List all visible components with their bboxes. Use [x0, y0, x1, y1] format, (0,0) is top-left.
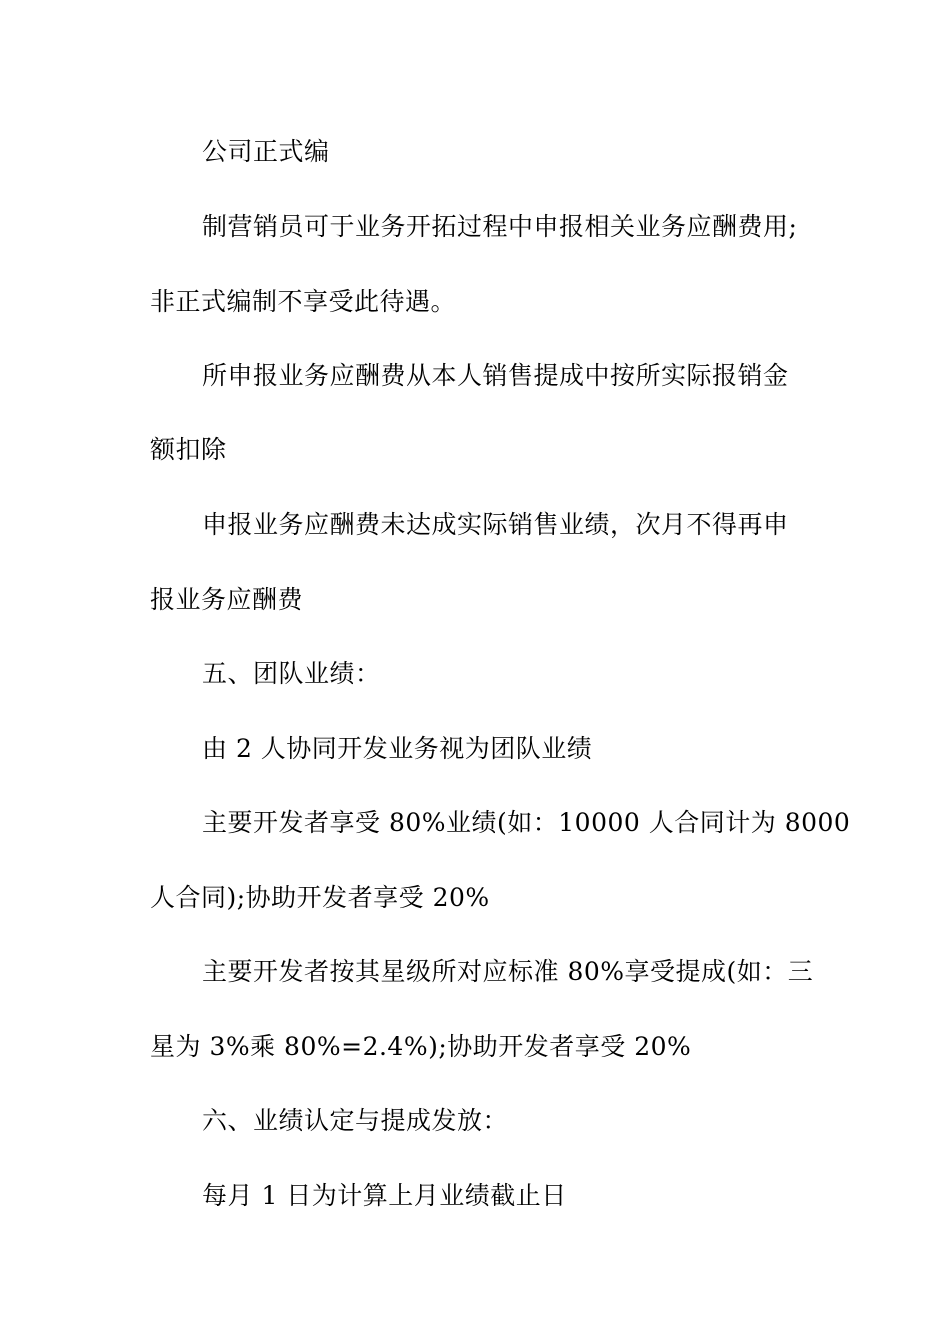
paragraph-line: 星为 3%乘 80%=2.4%);协助开发者享受 20%	[150, 1032, 692, 1061]
paragraph-line: 报业务应酬费	[150, 585, 304, 614]
paragraph-line: 额扣除	[150, 435, 227, 464]
paragraph-line: 非正式编制不享受此待遇。	[150, 287, 457, 316]
paragraph-line: 主要开发者享受 80%业绩(如：10000 人合同计为 8000	[202, 808, 851, 837]
paragraph-line: 由 2 人协同开发业务视为团队业绩	[202, 734, 593, 763]
paragraph-line: 申报业务应酬费未达成实际销售业绩，次月不得再申	[202, 510, 789, 539]
paragraph-line: 主要开发者按其星级所对应标准 80%享受提成(如：三	[202, 957, 814, 986]
section-heading: 六、业绩认定与提成发放：	[202, 1106, 509, 1135]
paragraph-line: 制营销员可于业务开拓过程中申报相关业务应酬费用;	[202, 212, 798, 241]
paragraph-line: 公司正式编	[202, 137, 330, 166]
section-heading: 五、团队业绩：	[202, 659, 381, 688]
paragraph-line: 所申报业务应酬费从本人销售提成中按所实际报销金	[202, 361, 789, 390]
paragraph-line: 人合同);协助开发者享受 20%	[150, 883, 490, 912]
paragraph-line: 每月 1 日为计算上月业绩截止日	[202, 1181, 567, 1210]
